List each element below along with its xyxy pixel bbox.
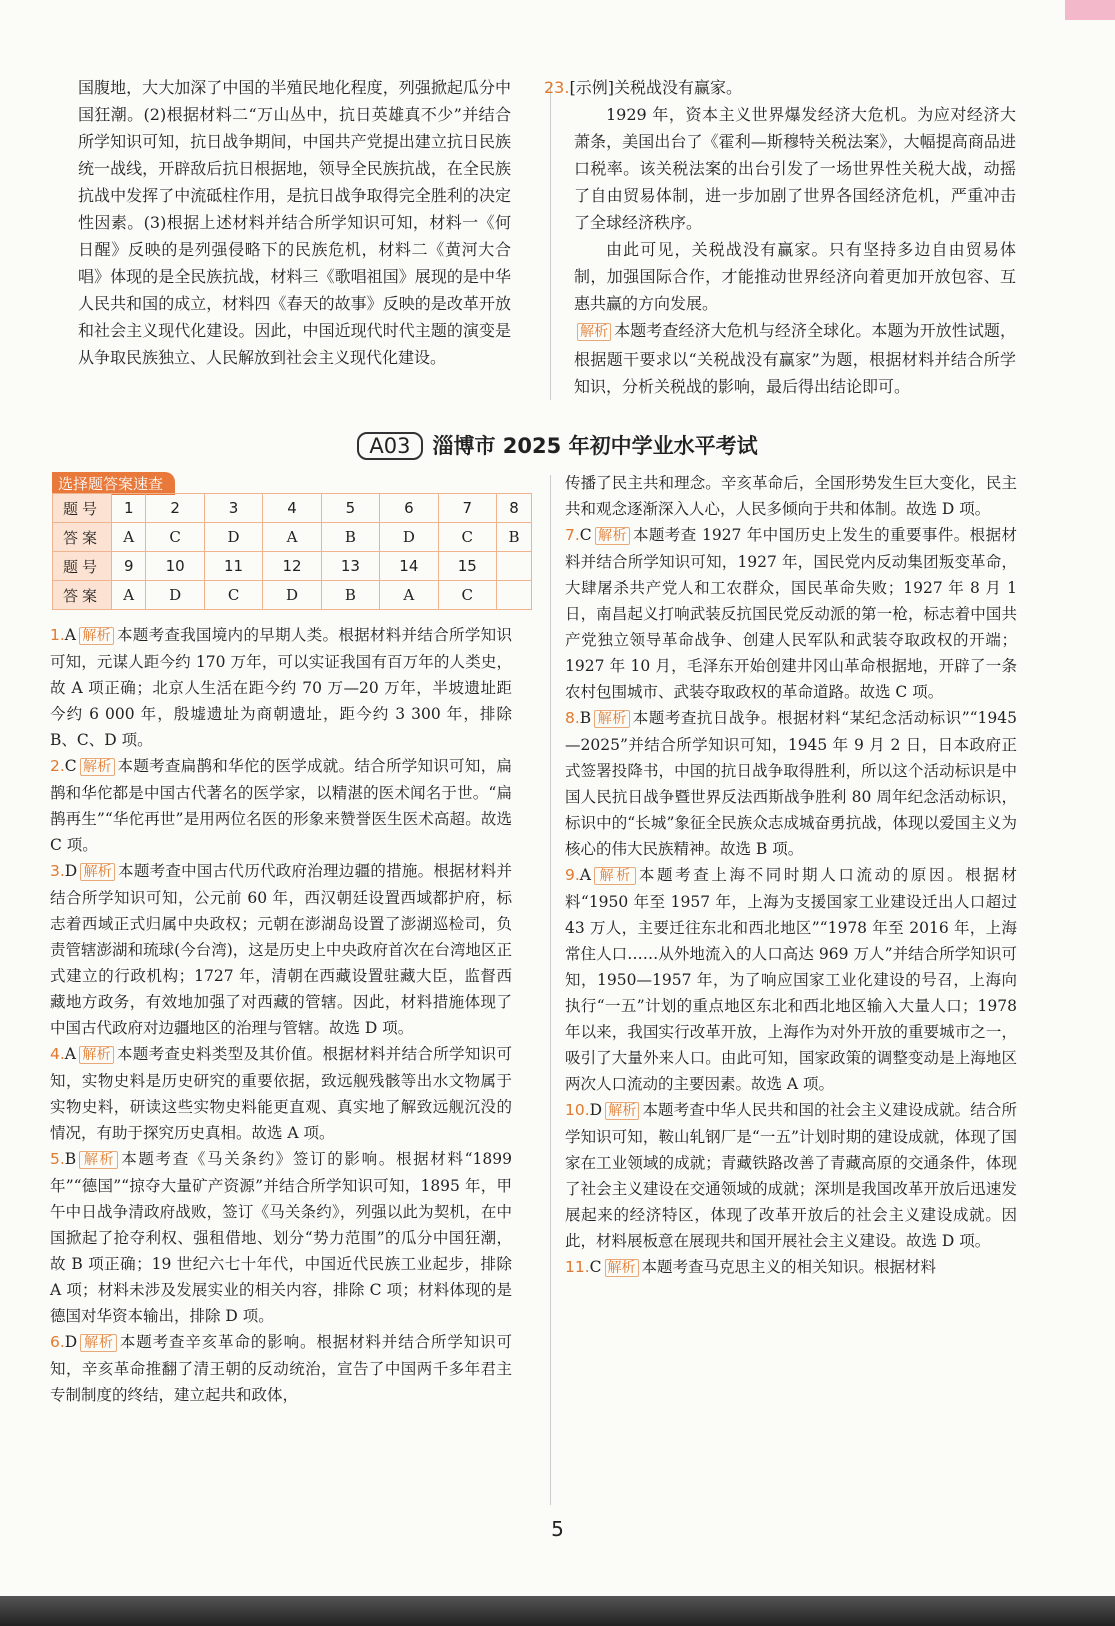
item-text: 本题考查《马关条约》签订的影响。根据材料“1899 年”“德国”“掠夺大量矿产资源”并结合所学知识可知，1895 年，甲午中日战争清政府战败，签订《马关条约》，列强以此为契机，在中国掀起了抢夺利权、强租借地、划分“势力范围”的瓜分中国狂潮，故 B 项正确；19 世纪六七十年代，中国近代民族工业起步，排除 A 项；材料未涉及发展实业的相关内容，排除 C 项；材料体现的是德国对华资本输出，排除 D 项。 bbox=[50, 1150, 512, 1325]
analysis-tag: 解析 bbox=[79, 627, 114, 645]
question-23 bbox=[544, 74, 1016, 400]
answer-item bbox=[565, 1254, 1017, 1281]
item-answer: D bbox=[64, 862, 78, 880]
item-answer: C bbox=[579, 526, 592, 544]
num-cell: 15 bbox=[438, 552, 496, 581]
analysis-tag: 解析 bbox=[605, 1102, 639, 1120]
item-number: 10. bbox=[565, 1101, 590, 1119]
num-cell: 1 bbox=[112, 494, 146, 523]
item-number: 7. bbox=[565, 526, 580, 544]
answer-cell: B bbox=[496, 523, 531, 552]
answer-cell: D bbox=[263, 581, 321, 610]
answer-cell: C bbox=[438, 523, 496, 552]
analysis-tag: 解析 bbox=[80, 758, 115, 776]
item-number: 2. bbox=[50, 757, 65, 775]
answer-cell: A bbox=[263, 523, 321, 552]
item-number: 11. bbox=[565, 1258, 590, 1276]
num-cell bbox=[496, 552, 531, 581]
num-cell: 12 bbox=[263, 552, 321, 581]
item-answer: A bbox=[64, 626, 76, 644]
table-row bbox=[53, 494, 532, 523]
item-answer: D bbox=[64, 1333, 78, 1351]
item-number: 8. bbox=[565, 709, 580, 727]
item-answer: C bbox=[589, 1258, 602, 1276]
q23-heading: [示例]关税战没有赢家。 bbox=[569, 78, 742, 97]
bottom-left-column bbox=[50, 622, 512, 1408]
num-cell: 8 bbox=[496, 494, 531, 523]
num-cell: 11 bbox=[204, 552, 262, 581]
answer-cell: D bbox=[380, 523, 438, 552]
section-code: A03 bbox=[357, 432, 422, 460]
answer-cell: C bbox=[438, 581, 496, 610]
answer-item bbox=[50, 1329, 512, 1408]
answer-table bbox=[52, 493, 532, 610]
item-text: 本题考查中华人民共和国的社会主义建设成就。结合所学知识可知，鞍山轧钢厂是“一五”计划时期的建设成就，体现了国家在工业领域的成就；青藏铁路改善了青藏高原的交通条件，体现了社会主义建设在交通领域的成就；深圳是我国改革开放后迅速发展起来的经济特区，体现了改革开放后的社会主义建设成就。因此，材料展板意在展现共和国开展社会主义建设。故选 D 项。 bbox=[565, 1101, 1017, 1250]
table-row bbox=[53, 552, 532, 581]
item-answer: C bbox=[64, 757, 77, 775]
num-cell: 3 bbox=[204, 494, 262, 523]
item-answer: A bbox=[64, 1045, 76, 1063]
column-divider-bottom bbox=[550, 475, 551, 1505]
item-number: 9. bbox=[565, 866, 580, 884]
analysis-tag: 解析 bbox=[79, 1151, 118, 1169]
analysis-tag: 解析 bbox=[577, 323, 611, 341]
item-text: 本题考查中国古代历代政府治理边疆的措施。根据材料并结合所学知识可知，公元前 60 年，西汉朝廷设置西域都护府，标志着西域正式归属中央政权；元朝在澎湖岛设置了澎湖巡检司，负责管辖澎湖和琉球(今台湾)，这是历史上中央政府首次在台湾地区正式建立的行政机构；1727 年，清朝在西藏设置驻藏大臣，监督西藏地方政务，有效地加强了对西藏的管辖。因此，材料措施体现了中国古代政府对边疆地区的治理与管辖。故选 D 项。 bbox=[50, 862, 512, 1037]
item-number: 4. bbox=[50, 1045, 65, 1063]
num-cell: 10 bbox=[146, 552, 204, 581]
item-text: 本题考查我国境内的早期人类。根据材料并结合所学知识可知，元谋人距今约 170 万年，可以实证我国有百万年的人类史，故 A 项正确；北京人生活在距今约 70 万—20 万年，半坡遗址距今约 6 000 年，殷墟遗址为商朝遗址，距今约 3 300 年，排除 B、C、D 项。 bbox=[50, 626, 512, 749]
answer-item bbox=[565, 705, 1017, 862]
label-cell: 答案 bbox=[53, 523, 112, 552]
answer-table-title: 选择题答案速查 bbox=[52, 472, 175, 495]
item-text: 本题考查辛亥革命的影响。根据材料并结合所学知识可知，辛亥革命推翻了清王朝的反动统治，宣告了中国两千多年君主专制制度的终结，建立起共和政体， bbox=[50, 1333, 512, 1404]
answer-cell: A bbox=[112, 581, 146, 610]
section-title: 淄博市 2025 年初中学业水平考试 bbox=[432, 434, 758, 458]
continued-answer-text: 国腹地，大大加深了中国的半殖民地化程度，列强掀起瓜分中国狂潮。(2)根据材料二“万山丛中，抗日英雄真不少”并结合所学知识可知，抗日战争期间，中国共产党提出建立抗日民族统一战线，开辟敌后抗日根据地，领导全民族抗战，在全民族抗战中发挥了中流砥柱作用，是抗日战争取得完全胜利的决定性因素。(3)根据上述材料并结合所学知识可知，材料一《何日醒》反映的是列强侵略下的民族危机，材料二《黄河大合唱》体现的是全民族抗战，材料三《歌唱祖国》展现的是中华人民共和国的成立，材料四《春天的故事》反映的是改革开放和社会主义现代化建设。因此，中国近现代时代主题的演变是从争取民族独立、人民解放到社会主义现代化建设。 bbox=[78, 78, 511, 367]
answer-item bbox=[50, 622, 512, 753]
page-number: 5 bbox=[551, 1517, 564, 1541]
analysis-tag: 解析 bbox=[80, 1334, 117, 1352]
answer-cell: D bbox=[204, 523, 262, 552]
item-text: 本题考查马克思主义的相关知识。根据材料 bbox=[641, 1258, 937, 1276]
answer-item bbox=[50, 1146, 512, 1329]
num-cell: 5 bbox=[321, 494, 379, 523]
item-answer: D bbox=[589, 1101, 603, 1119]
num-cell: 2 bbox=[146, 494, 204, 523]
label-cell: 题号 bbox=[53, 552, 112, 581]
top-left-column bbox=[78, 74, 511, 371]
item-text: 本题考查史料类型及其价值。根据材料并结合所学知识可知，实物史料是历史研究的重要依据，致远舰残骸等出水文物属于实物史料，研读这些实物史料能更直观、真实地了解致远舰沉没的情况，有助于探究历史真相。故选 A 项。 bbox=[50, 1045, 512, 1142]
answer-item bbox=[565, 1097, 1017, 1254]
answer-cell bbox=[496, 581, 531, 610]
num-cell: 6 bbox=[380, 494, 438, 523]
question-number: 23. bbox=[544, 78, 570, 97]
analysis-tag: 解析 bbox=[594, 710, 630, 728]
num-cell: 14 bbox=[380, 552, 438, 581]
table-row bbox=[53, 523, 532, 552]
answer-item bbox=[50, 858, 512, 1041]
analysis-tag: 解析 bbox=[605, 1259, 639, 1277]
answer-cell: D bbox=[146, 581, 204, 610]
answer-item bbox=[50, 753, 512, 858]
answer-item bbox=[565, 522, 1017, 705]
analysis-tag: 解析 bbox=[595, 527, 630, 545]
num-cell: 9 bbox=[112, 552, 146, 581]
item-number: 5. bbox=[50, 1150, 65, 1168]
analysis-tag: 解析 bbox=[80, 863, 115, 881]
item-answer: B bbox=[579, 709, 592, 727]
item-number: 6. bbox=[50, 1333, 65, 1351]
label-cell: 题号 bbox=[53, 494, 112, 523]
bottom-right-column bbox=[565, 470, 1017, 1281]
item-text: 本题考查 1927 年中国历史上发生的重要事件。根据材料并结合所学知识可知，1927 年，国民党内反动集团叛变革命，大肆屠杀共产党人和工农群众，国民革命失败；1927 年 8 月 1 日，南昌起义打响武装反抗国民党反动派的第一枪，标志着中国共产党独立领导革命战争、创建人民军队和武装夺取政权的开端；1927 年 10 月，毛泽东开始创建井冈山革命根据地，开辟了一条农村包围城市、武装夺取政权的革命道路。故选 C 项。 bbox=[565, 526, 1017, 701]
q23-analysis: 本题考查经济大危机与经济全球化。本题为开放性试题，根据题干要求以“关税战没有赢家”为题，根据材料并结合所学知识，分析关税战的影响，最后得出结论即可。 bbox=[574, 321, 1016, 396]
answer-cell: B bbox=[321, 523, 379, 552]
item-text: 本题考查抗日战争。根据材料“某纪念活动标识”“1945—2025”并结合所学知识可知，1945 年 9 月 2 日，日本政府正式签署投降书，中国的抗日战争取得胜利，所以这个活动标识是中国人民抗日战争暨世界反法西斯战争胜利 80 周年纪念活动标识，标识中的“长城”象征全民族众志成城奋勇抗战，体现以爱国主义为核心的伟大民族精神。故选 B 项。 bbox=[565, 709, 1017, 858]
num-cell: 13 bbox=[321, 552, 379, 581]
num-cell: 7 bbox=[438, 494, 496, 523]
num-cell: 4 bbox=[263, 494, 321, 523]
continued-text: 传播了民主共和理念。辛亥革命后，全国形势发生巨大变化，民主共和观念逐渐深入人心，人民多倾向于共和体制。故选 D 项。 bbox=[565, 474, 1017, 518]
answer-item bbox=[50, 1041, 512, 1146]
item-answer: B bbox=[64, 1150, 77, 1168]
section-header bbox=[0, 430, 1115, 460]
q23-paragraph-1: 1929 年，资本主义世界爆发经济大危机。为应对经济大萧条，美国出台了《霍利—斯穆特关税法案》，大幅提高商品进口税率。该关税法案的出台引发了一场世界性关税大战，动摇了自由贸易体制，进一步加剧了世界各国经济危机，严重冲击了全球经济秩序。 bbox=[574, 105, 1016, 232]
item-answer: A bbox=[579, 866, 591, 884]
answer-cell: A bbox=[380, 581, 438, 610]
answer-cell: A bbox=[112, 523, 146, 552]
label-cell: 答案 bbox=[53, 581, 112, 610]
answer-cell: C bbox=[146, 523, 204, 552]
item-number: 3. bbox=[50, 862, 65, 880]
table-row bbox=[53, 581, 532, 610]
answer-item bbox=[565, 862, 1017, 1097]
item-text: 本题考查扁鹊和华佗的医学成就。结合所学知识可知，扁鹊和华佗都是中国古代著名的医学家，以精湛的医术闻名于世。“扁鹊再生”“华佗再世”是用两位名医的形象来赞誉医生医术高超。故选 C 项。 bbox=[50, 757, 512, 854]
answer-cell: B bbox=[321, 581, 379, 610]
answer-cell: C bbox=[204, 581, 262, 610]
item-number: 1. bbox=[50, 626, 65, 644]
top-edge-tab bbox=[1065, 0, 1115, 20]
item-text: 本题考查上海不同时期人口流动的原因。根据材料“1950 年至 1957 年，上海为支援国家工业建设迁出人口超过 43 万人，主要迁往东北和西北地区”“1978 年至 2016 年，上海常住人口……从外地流入的人口高达 969 万人”并结合所学知识可知，1950—1957 年，为了响应国家工业化建设的号召，上海向执行“一五”计划的重点地区东北和西北地区输入大量人口；1978 年以来，我国实行改革开放，上海作为对外开放的重要城市之一，吸引了大量外来人口。由此可知，国家政策的调整变动是上海地区两次人口流动的主要因素。故选 A 项。 bbox=[565, 866, 1017, 1093]
analysis-tag: 解析 bbox=[594, 867, 636, 885]
scanner-edge bbox=[0, 1596, 1115, 1626]
analysis-tag: 解析 bbox=[79, 1046, 114, 1064]
q23-paragraph-2: 由此可见，关税战没有赢家。只有坚持多边自由贸易体制，加强国际合作，才能推动世界经济向着更加开放包容、互惠共赢的方向发展。 bbox=[574, 240, 1016, 313]
